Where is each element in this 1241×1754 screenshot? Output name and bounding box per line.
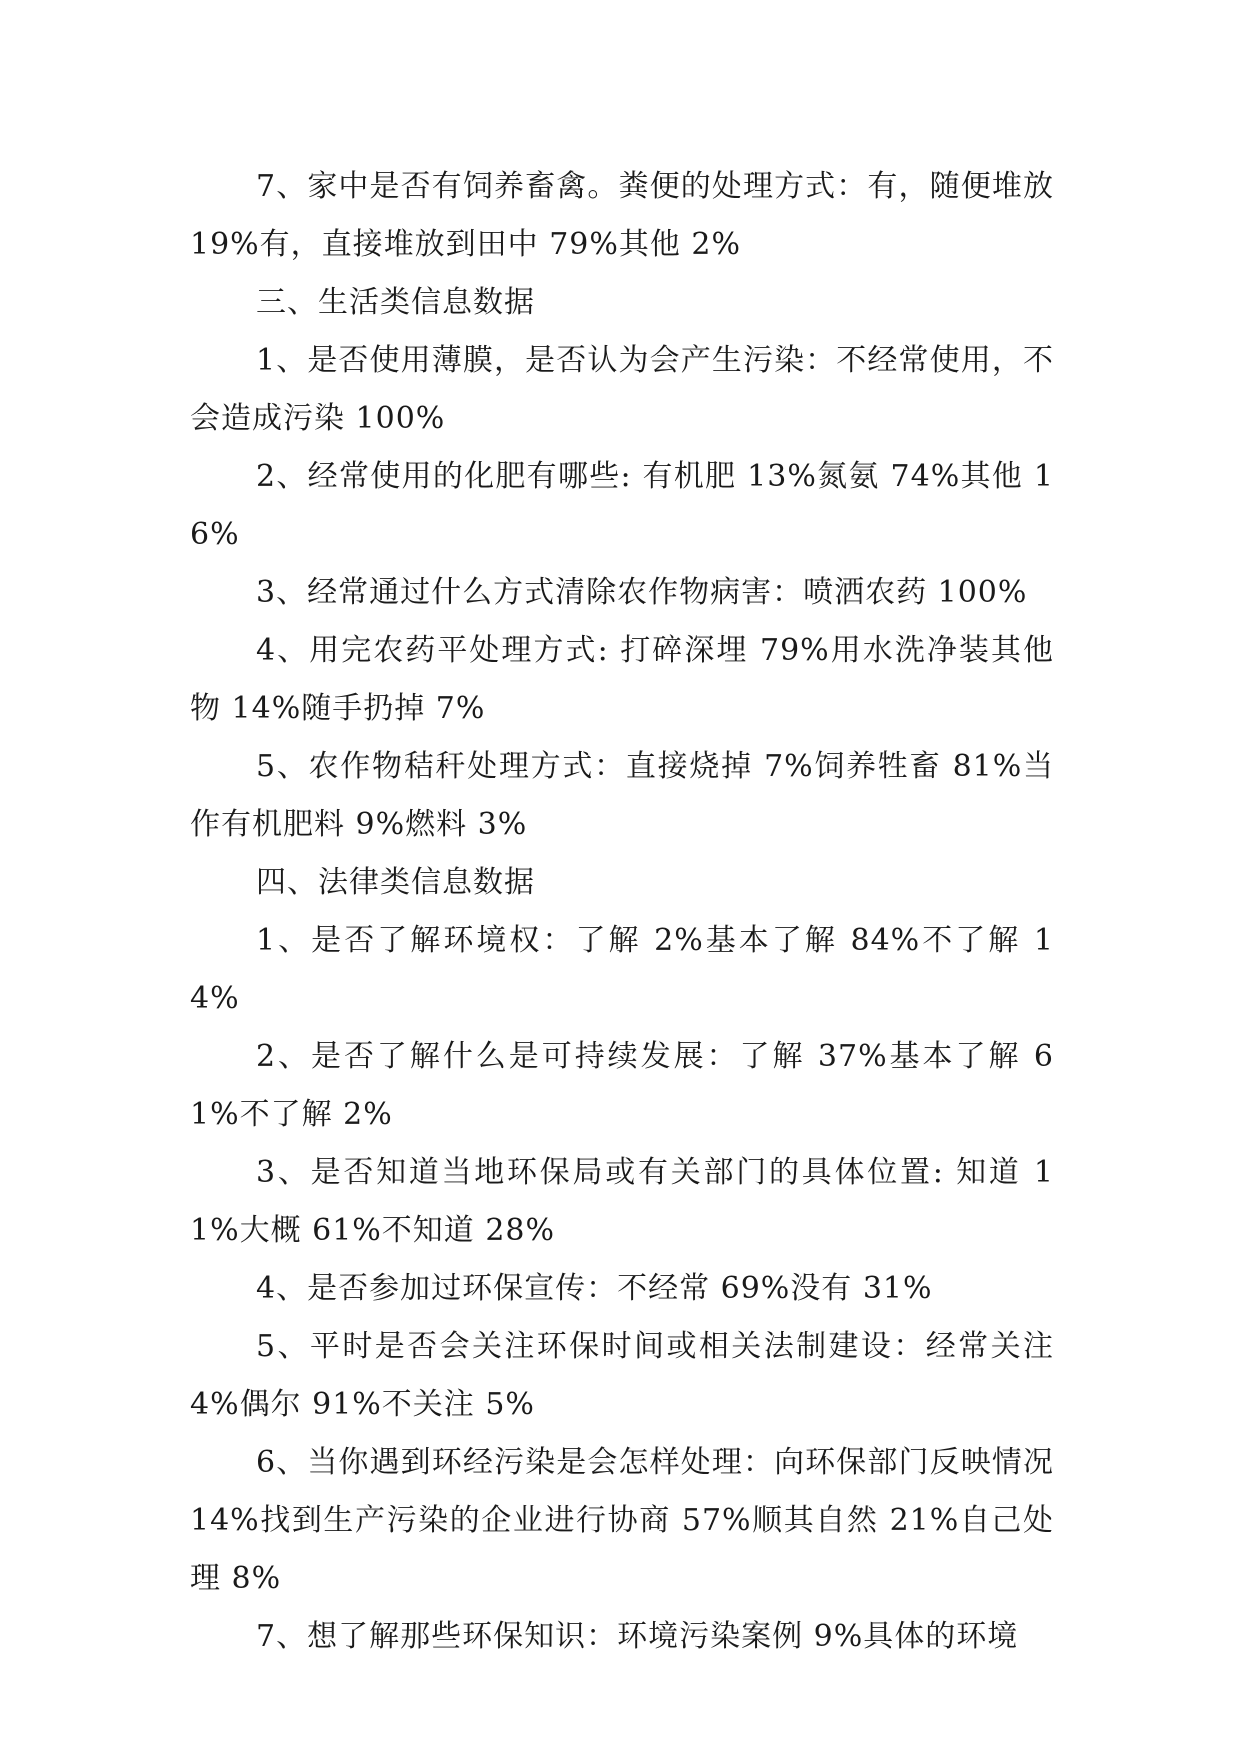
paragraph-sustainable-development: 2、是否了解什么是可持续发展：了解 37%基本了解 61%不了解 2% bbox=[190, 1039, 1054, 1132]
paragraph-epa-location: 3、是否知道当地环保局或有关部门的具体位置: 知道 11%大概 61%不知道 28% bbox=[190, 1155, 1054, 1248]
paragraph-livestock-manure: 7、家中是否有饲养畜禽。粪便的处理方式：有，随便堆放 19%有，直接堆放到田中 79%其他 2% bbox=[190, 169, 1054, 262]
document-page bbox=[190, 158, 1054, 1666]
paragraph-straw-disposal: 5、农作物秸秆处理方式：直接烧掉 7%饲养牲畜 81%当作有机肥料 9%燃料 3% bbox=[190, 749, 1054, 842]
paragraph-campaign-participation: 4、是否参加过环保宣传：不经常 69%没有 31% bbox=[256, 1271, 933, 1306]
paragraph-pollution-response: 6、当你遇到环经污染是会怎样处理：向环保部门反映情况 14%找到生产污染的企业进行协商 57%顺其自然 21%自己处理 8% bbox=[190, 1445, 1054, 1596]
paragraph-fertilizer: 2、经常使用的化肥有哪些: 有机肥 13%氮氨 74%其他 16% bbox=[190, 459, 1054, 552]
paragraph-knowledge-interest: 7、想了解那些环保知识：环境污染案例 9%具体的环境 bbox=[256, 1619, 1019, 1654]
section-heading-living: 三、生活类信息数据 bbox=[256, 285, 535, 320]
paragraph-pesticide-disposal: 4、用完农药平处理方式: 打碎深埋 79%用水洗净装其他物 14%随手扔掉 7% bbox=[190, 633, 1054, 726]
section-heading-legal: 四、法律类信息数据 bbox=[256, 865, 535, 900]
paragraph-film-use: 1、是否使用薄膜，是否认为会产生污染：不经常使用，不会造成污染 100% bbox=[190, 343, 1054, 436]
paragraph-attention: 5、平时是否会关注环保时间或相关法制建设：经常关注 4%偶尔 91%不关注 5% bbox=[190, 1329, 1054, 1422]
paragraph-pest-control: 3、经常通过什么方式清除农作物病害：喷洒农药 100% bbox=[256, 575, 1028, 610]
paragraph-environmental-rights: 1、是否了解环境权：了解 2%基本了解 84%不了解 14% bbox=[190, 923, 1054, 1016]
